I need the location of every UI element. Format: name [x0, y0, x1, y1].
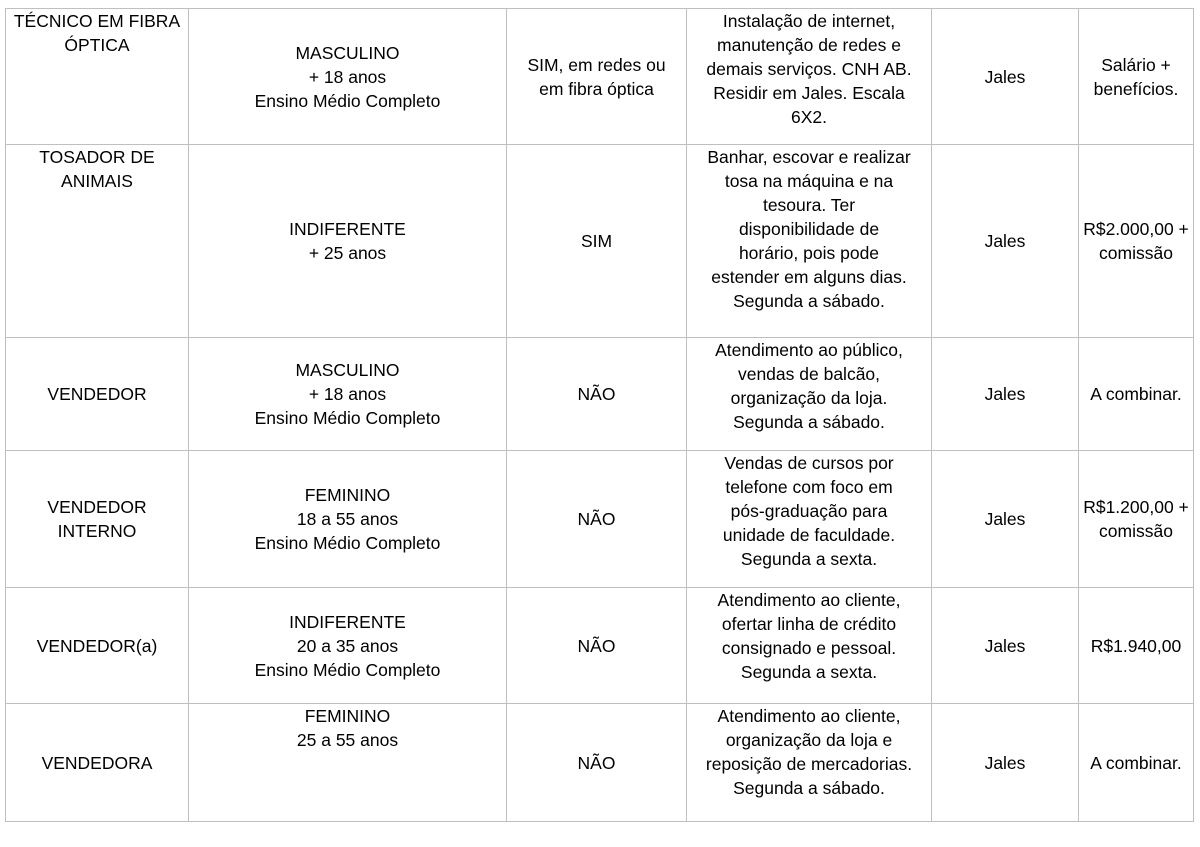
table-row	[6, 9, 1194, 145]
table-row	[6, 145, 1194, 338]
activities-cell: Vendas de cursos por telefone com foco em pós-graduação para unidade de faculdade. Segunda a sexta.	[687, 451, 932, 588]
city-cell: Jales	[932, 9, 1079, 145]
job-title-cell: VENDEDORA	[6, 704, 189, 822]
job-title-cell: TOSADOR DE ANIMAIS	[6, 145, 189, 338]
activities-cell: Atendimento ao público, vendas de balcão, organização da loja. Segunda a sábado.	[687, 338, 932, 451]
experience-cell: NÃO	[507, 588, 687, 704]
profile-cell: INDIFERENTE + 25 anos	[189, 145, 507, 338]
profile-cell: FEMININO 25 a 55 anos	[189, 704, 507, 822]
experience-cell: SIM, em redes ou em fibra óptica	[507, 9, 687, 145]
salary-cell: A combinar.	[1079, 338, 1194, 451]
profile-cell: MASCULINO + 18 anos Ensino Médio Completo	[189, 338, 507, 451]
job-title-cell: VENDEDOR(a)	[6, 588, 189, 704]
job-title-cell: VENDEDOR	[6, 338, 189, 451]
experience-cell: NÃO	[507, 704, 687, 822]
job-title-cell: TÉCNICO EM FIBRA ÓPTICA	[6, 9, 189, 145]
table-row	[6, 451, 1194, 588]
city-cell: Jales	[932, 588, 1079, 704]
activities-cell: Instalação de internet, manutenção de redes e demais serviços. CNH AB. Residir em Jales. Escala 6X2.	[687, 9, 932, 145]
salary-cell: A combinar.	[1079, 704, 1194, 822]
table-row	[6, 338, 1194, 451]
profile-cell: FEMININO 18 a 55 anos Ensino Médio Completo	[189, 451, 507, 588]
experience-cell: NÃO	[507, 338, 687, 451]
experience-cell: SIM	[507, 145, 687, 338]
table-row	[6, 588, 1194, 704]
job-title-cell: VENDEDOR INTERNO	[6, 451, 189, 588]
city-cell: Jales	[932, 451, 1079, 588]
job-listings-table	[5, 8, 1194, 822]
salary-cell: Salário + benefícios.	[1079, 9, 1194, 145]
city-cell: Jales	[932, 704, 1079, 822]
experience-cell: NÃO	[507, 451, 687, 588]
salary-cell: R$1.200,00 + comissão	[1079, 451, 1194, 588]
city-cell: Jales	[932, 145, 1079, 338]
salary-cell: R$1.940,00	[1079, 588, 1194, 704]
activities-cell: Atendimento ao cliente, organização da loja e reposição de mercadorias. Segunda a sábado.	[687, 704, 932, 822]
salary-cell: R$2.000,00 + comissão	[1079, 145, 1194, 338]
activities-cell: Banhar, escovar e realizar tosa na máquina e na tesoura. Ter disponibilidade de horário, pois pode estender em alguns dias. Segunda a sábado.	[687, 145, 932, 338]
profile-cell: INDIFERENTE 20 a 35 anos Ensino Médio Completo	[189, 588, 507, 704]
table-row	[6, 704, 1194, 822]
city-cell: Jales	[932, 338, 1079, 451]
activities-cell: Atendimento ao cliente, ofertar linha de crédito consignado e pessoal. Segunda a sexta.	[687, 588, 932, 704]
profile-cell: MASCULINO + 18 anos Ensino Médio Completo	[189, 9, 507, 145]
